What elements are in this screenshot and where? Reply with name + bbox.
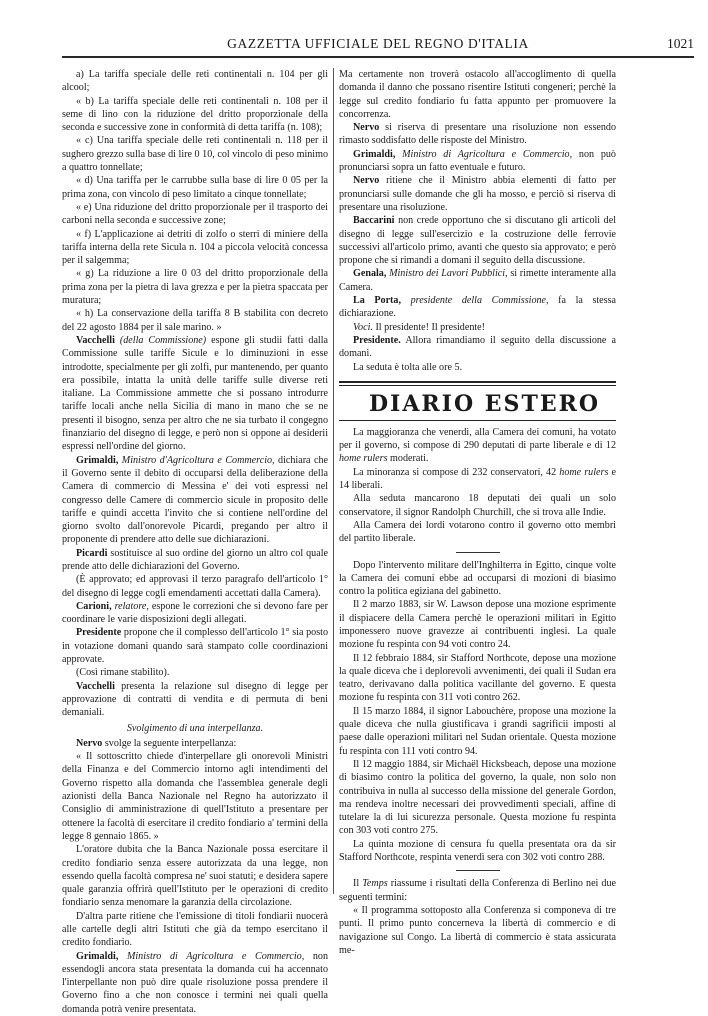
northcote-paragraph: Il 12 febbraio 1884, sir Stafford Northcote, depose una mozione la quale diceva che i deplorevoli avvenimenti, dei quali il Sudan era teatro, derivavano dalla politica vacillante del governo. E questa mozione fu respinta con 311 voti contro 262. <box>339 652 616 704</box>
speech-nervo-3 <box>339 121 616 148</box>
voci-label: Voci. <box>353 321 373 333</box>
speech-text: non essendogli ancora stata presentata la domanda cui ha accennato l'interpellante non può dire quale risoluzione possa prendere il Governo fino a che non conosce i termini nei quali quella domanda potrà venire presentata. <box>62 950 328 1015</box>
tariff-item-b: « b) La tariffa speciale delle reti continentali n. 108 per il seme di lino con la riduzione del dritto proporzionale della seconda e successive zone in conformità di detta tariffa (n. 108); <box>62 95 328 134</box>
stabilito-note: (Così rimane stabilito). <box>76 667 170 679</box>
egitto-paragraph: Dopo l'intervento militare dell'Inghilterra in Egitto, cinque volte la Camera dei comuni ebbe ad occuparsi di mozioni di biasimo contro la politica egiziana del gabinetto. <box>339 559 616 598</box>
speaker-name: Genala, <box>353 268 387 280</box>
seduta-closing: La seduta è tolta alle ore 5. <box>353 361 463 373</box>
speech-text: espone gli studii fatti dalla Commissione sulle tariffe Sicule e lo diminuzioni in esse introdotte, specialmente per gli zolfi, pur mantenendo, per quanto era possibile, intatta la unità delle tariffe sulle diverse reti italiane. La Commissione ammette che si possano introdurre tariffe locali anche nella Sicilia di mano in mano che se ne presenti il bisogno, senza per altro che ne sia turbato il congegno finanziario del disegno di legge, e però non si oppone ai desiderii espressi nell'ordine del giorno. <box>62 334 329 453</box>
speech-grimaldi-2 <box>62 950 328 1016</box>
speech-text: sostituisce al suo ordine del giorno un altro col quale prende atto delle dichiarazioni del Governo. <box>62 547 328 572</box>
page-number: 1021 <box>667 36 694 51</box>
speaker-name: Carioni, <box>76 600 112 612</box>
voci-text: Il presidente! Il presidente! <box>375 321 486 333</box>
speaker-role: Ministro di Agricoltura e Commercio, <box>402 148 573 160</box>
speech-text: Allora rimandiamo il seguito della discussione a domani. <box>339 334 616 360</box>
temps-paragraph: Il Temps riassume i risultati della Conferenza di Berlino nei due seguenti termini: <box>339 878 617 903</box>
speech-text: propone che il complesso dell'articolo 1° sia posto in votazione domani quando sarà stampato colle coordinazioni approvate. <box>62 627 328 666</box>
hicksbeach-paragraph: Il 12 maggio 1884, sir Michaël Hicksbeach, depose una mozione di biasimo contro la politica del governo, la quale, non solo non contribuiva in nulla al successo della missione del generale Gordon, ma rendeva inoltre necessari dei provvedimenti speciali, affine di tutelare la di lui sicurezza personale. Questa mozione fu respinta con 303 voti contro 275. <box>339 758 616 837</box>
left-column <box>62 68 329 1015</box>
speech-text: dichiara che il Governo sente il debito di occuparsi della deliberazione della Camera di commercio di Messina e' dei voti espressi nel congresso delle Camere di commercio sicule in proposito delle tariffe e quindi accetta l'invito che si contiene nell'ordine del giorno svolto dall'onorevole Picardi, pregando per altro il proponente di prendere atto delle sue dichiarazioni. <box>62 454 328 546</box>
speaker-name: La Porta, <box>353 295 401 307</box>
speaker-name: Grimaldi, <box>76 950 119 962</box>
speech-text: presenta la relazione sul disegno di legge per approvazione di contratti di vendita e di permuta di beni demaniali. <box>62 680 328 719</box>
continuation-paragraph: Ma certamente non troverà ostacolo all'accoglimento di quella domanda il danno che possano risentire Istituti congeneri; perchè la legge sul credito fondiario fu fatta appunto per promuovere la concorrenza. <box>339 69 616 120</box>
labouchere-paragraph: Il 15 marzo 1884, il signor Labouchère, propose una mozione la quale diceva che nulla giustificava i grandi sagrificii imposti al paese dalle operazioni militari nel Sudan orientale. Questa mozione fu respinta con 111 voti contro 94. <box>339 705 616 757</box>
speaker-name: Vacchelli <box>76 680 115 692</box>
speech-baccarini <box>339 214 616 267</box>
speech-text: si rimette interamente alla Camera. <box>339 268 616 293</box>
speech-nervo-4 <box>339 174 616 214</box>
lordi-paragraph: Alla Camera dei lordi votarono contro il governo otto membri del partito liberale. <box>339 519 616 545</box>
speech-vacchelli-2 <box>62 680 328 720</box>
speaker-role: Ministro di Agricoltura e Commercio, <box>126 950 305 962</box>
speech-genala <box>339 267 616 294</box>
speaker-name: Nervo <box>353 175 380 187</box>
speaker-name: Presidente. <box>353 334 401 346</box>
tariff-item-a: a) La tariffa speciale delle reti continentali n. 104 per gli alcool; <box>62 69 328 94</box>
diario-bottom-rule <box>339 420 616 421</box>
mancarono-paragraph: Alla seduta mancarono 18 deputati dei quali un solo conservatore, il signor Randolph Churchill, che si trova alle Indie. <box>339 493 616 518</box>
lawson-paragraph: Il 2 marzo 1883, sir W. Lawson depose una mozione esprimente il dispiacere della Camera perchè le operazioni militari in Egitto imponessero nuove gravezze ai contribuenti inglesi. La quale mozione fu respinta con 94 voti contro 24. <box>339 599 616 651</box>
speaker-name: Grimaldi, <box>353 148 396 160</box>
diario-estero-heading: DIARIO ESTERO <box>368 390 601 417</box>
speech-grimaldi <box>62 454 328 547</box>
speaker-name: Nervo <box>353 122 380 134</box>
speech-text: ritiene che il Ministro abbia elementi di fatto per pronunciarsi sulle domande che gli ha mosso, e perciò si riserva di presentare una risoluzione. <box>339 175 617 213</box>
altra-parte-paragraph: D'altra parte ritiene che l'emissione di titoli fondiarii nuocerà alle cartelle degli altri Istituti che già da tempo esercitano il credito fondiario. <box>62 910 328 949</box>
speech-text: espone le correzioni che si devono fare per coordinare le varie disposizioni degli allegati. <box>62 600 328 626</box>
speech-text: non crede opportuno che si discutano gli articoli del disegno di legge sull'esercizio e la costruzione delle ferrovie successivi all'articolo primo, avanti che questo sia approvato; e però propone che si rimandi a domani il seguito della discussione. <box>339 215 616 267</box>
speaker-role: Ministro dei Lavori Pubblici, <box>389 268 508 280</box>
speaker-name: Presidente <box>76 627 122 639</box>
speaker-name: Nervo <box>76 737 103 749</box>
tariff-item-d: « d) Una tariffa per le carrubbe sulla base di lire 0 05 per la prima zona, con vincolo di peso limitato a cinque tonnellate; <box>62 175 328 200</box>
tariff-item-c: « c) Una tariffa speciale delle reti continentali n. 118 per il sughero grezzo sulla base di lire 0 10, col vincolo di peso minimo a quattro tonnellate; <box>62 135 328 174</box>
page-header <box>62 34 694 58</box>
speech-text: fa la stessa dichiarazione. <box>339 295 616 320</box>
speaker-name: Picardi <box>76 547 108 559</box>
speaker-role: relatore, <box>114 600 149 612</box>
speech-text: non può pronunciarsi sopra un fatto eventuale e futuro. <box>339 148 616 174</box>
maggioranza-paragraph: La maggioranza che venerdì, alla Camera dei comuni, ha votato per il governo, si compose di 290 deputati di parte liberale e di 12 home rulers moderati. <box>339 426 616 465</box>
section-separator-2 <box>456 870 500 871</box>
diario-top-rule-thin <box>339 385 616 386</box>
speaker-role: (della Commissione) <box>119 334 207 346</box>
oratore-paragraph: L'oratore dubita che la Banca Nazionale possa esercitare il credito fondiario senza essere autorizzata da una legge, non essendo quella facoltà compresa ne' suoi statuti; e desidera sapere quale garanzia offrirà quell'Istituto per le operazioni di credito fondiario senza menomare la garanzia della circolazione. <box>62 844 328 909</box>
speech-text: si riserva di presentare una risoluzione non essendo rimasto soddisfatto delle risposte del Ministro. <box>339 122 616 147</box>
newspaper-title: GAZZETTA UFFICIALE DEL REGNO D'ITALIA <box>227 36 529 51</box>
minoranza-paragraph: La minoranza si compose di 232 conservatori, 42 home rulers e 14 liberali. <box>339 466 616 492</box>
speech-nervo <box>62 737 328 750</box>
section-separator <box>456 552 500 553</box>
approval-note: (È approvato; ed approvasi il terzo paragrafo dell'articolo 1° del disegno di legge cogli emendamenti accettati dalla Camera). <box>62 574 328 599</box>
speech-presidente <box>62 626 328 666</box>
tariff-item-e: « e) Una riduzione del dritto proporzionale per il trasporto dei carboni nella seconda e successive zone; <box>62 201 328 227</box>
diario-top-rule <box>339 381 616 383</box>
right-column <box>339 68 617 956</box>
speech-grimaldi-3 <box>339 148 616 175</box>
speech-presidente-2 <box>339 334 616 361</box>
tariff-item-f: « f) L'applicazione ai detriti di zolfo o sterri di miniere della tariffa interna della rete Sicula n. 104 a piccola velocità concessa per il salgemma; <box>62 228 328 267</box>
speaker-name: Grimaldi, <box>76 454 119 466</box>
column-divider <box>333 68 334 894</box>
tariff-item-g: « g) La riduzione a lire 0 03 del dritto proporzionale della prima zona per la pietra di lava grezza e per la pietra spaccata per muratura; <box>62 268 328 307</box>
speaker-name: Vacchelli <box>76 334 115 346</box>
speech-picardi <box>62 547 328 574</box>
voci-line <box>339 321 616 334</box>
programma-paragraph: « Il programma sottoposto alla Conferenza si componeva di tre punti. Il primo punto concerneva la libertà di commercio e di navigazione sul Congo. La libertà di commercio è stata assicurata me- <box>339 904 616 956</box>
tariff-item-h: « h) La conservazione della tariffa 8 B stabilita con decreto del 22 agosto 1884 per il sale marino. » <box>62 308 328 333</box>
speaker-role: presidente della Commissione, <box>410 295 549 307</box>
speaker-role: Ministro d'Agricoltura e Commercio, <box>121 454 275 466</box>
interpellanza-text: « Il sottoscritto chiede d'interpellare gli onorevoli Ministri della Finanza e del Commercio intorno agli intendimenti del Governo rispetto alla domanda che l'assemblea generale degli azionisti della Banca Nazionale nel Regno ha autorizzato il Consiglio di amministrazione di quell'Istituto a presentare per ottenere la facoltà di esercitare il credito fondiario a' termini della legge 8 gennaio 1865. » <box>62 751 328 842</box>
quinta-mozione-paragraph: La quinta mozione di censura fu quella presentata ora da sir Stafford Northcote, respinta venerdì sera con 302 voti contro 288. <box>339 838 616 864</box>
speech-carioni <box>62 600 328 627</box>
speech-text: svolge la seguente interpellanza: <box>104 737 237 749</box>
speech-laporta <box>339 294 616 321</box>
section-heading: Svolgimento di una interpellanza. <box>126 722 264 734</box>
speech-vacchelli <box>62 334 328 454</box>
speaker-name: Baccarini <box>353 215 395 227</box>
